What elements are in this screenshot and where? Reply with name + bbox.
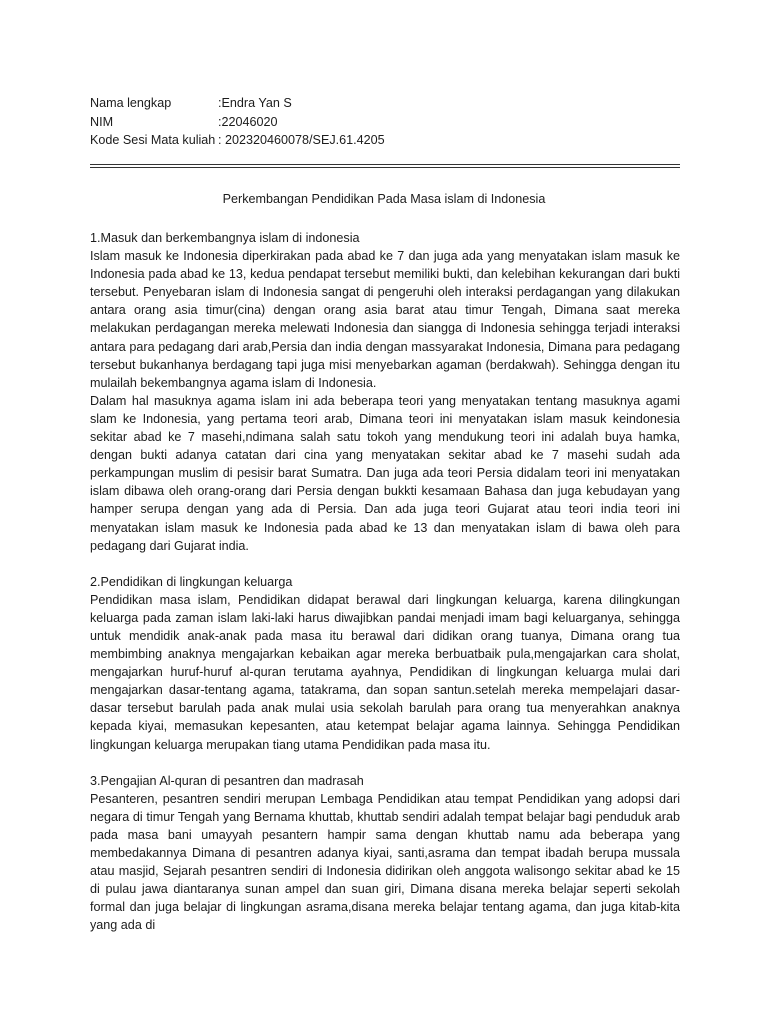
student-info [90,94,385,150]
name-row [90,94,385,113]
section-1-paragraph-1: Islam masuk ke Indonesia diperkirakan pada abad ke 7 dan juga ada yang menyatakan islam masuk ke Indonesia pada abad ke 13, kedua pendapat tersebut memiliki bukti, dan kelebihan kekurangan dari bukti tersebut. Penyebaran islam di Indonesia sangat di pengeruhi oleh interaksi perdagangan yang dilakukan antara orang asia timur(cina) dengan orang asia barat atau timur Tengah, Dimana saat mereka melakukan perdagangan mereka melewati Indonesia dan siangga di Indonesia sehingga terjadi interaksi antara para pedagang dari arab,Persia dan india dengan massyarakat Indonesia, Dimana para pedagang tersebut bukanhanya berdagang tapi juga misi menyebarkan agaman (berdakwah). Sehingga dengan itu mulailah bekembangnya agama islam di Indonesia. [90,249,680,390]
section-2-heading: 2.Pendidikan di lingkungan keluarga [90,574,293,589]
session-code-row [90,131,385,150]
nim-value: :22046020 [218,114,278,129]
section-1-heading: 1.Masuk dan berkembangnya islam di indonesia [90,231,360,245]
header-divider-top [90,164,680,165]
nim-label: NIM [90,114,114,129]
nim-row [90,113,385,132]
document-body [90,229,680,934]
session-code-value: : 202320460078/SEJ.61.4205 [218,133,385,147]
header-divider-bottom [90,167,680,168]
name-label: Nama lengkap [90,96,172,110]
section-3-paragraph-1: Pesanteren, pesantren sendiri merupan Lembaga Pendidikan atau tempat Pendidikan yang adopsi dari negara di timur Tengah yang Bernama khuttab, khuttab sendiri adalah tempat belajar bagi penduduk arab pada masa bani umayyah pesantern hampir sama dengan khuttab namu ada beberapa yang membedakannya Dimana di pesantren adanya kiyai, santi,asrama dan tempat ibadah berupa mussala atau masjid, Sejarah pesantren sendiri di Indonesia didirikan oleh anggota walisongo sekitar abad ke 15 di pulau jawa diantaranya sunan ampel dan suan giri, Dimana disana mereka belajar seperti sekolah formal dan juga belajar di lingkungan asrama,disana mereka belajar tentang agama, dan juga kitab-kita yang ada di [90,791,680,933]
section-1-paragraph-2: Dalam hal masuknya agama islam ini ada beberapa teori yang menyatakan tentang masuknya agami slam ke Indonesia, yang pertama teori arab, Dimana teori ini menyatakan islam masuk keindonesia sekitar abad ke 7 masehi,ndimana salah satu tokoh yang mendukung teori ini adalah buya hamka, dengan bukti adanya catatan dari cina yang menyatakan sekitar abad ke 7 masehi sudah ada perkampungan muslim di pesisir barat Sumatra. Dan juga ada teori Persia didalam teori ini menyatakan islam dibawa oleh orang-orang dari Persia dengan bukkti kesamaan Bahasa dan juga kebudayan yang hamper serupa dengan yang ada di Persia. Dan ada juga teori Gujarat atau teori india teori ini menyatakan islam masuk ke Indonesia pada abad ke 13 dan menyatakan islam di bawa oleh para pedagang dari Gujarat india. [90,393,680,553]
document-title: Perkembangan Pendidikan Pada Masa islam di Indonesia [222,192,546,206]
section-2-paragraph-1: Pendidikan masa islam, Pendidikan didapat berawal dari lingkungan keluarga, karena dilingkungan keluarga pada zaman islam laki-laki harus diwajibkan pandai menjadi imam bagi keluarganya, sehingga untuk mendidik anak-anak pada masa itu berawal dari didikan orang tuanya, Dimana orang tua membimbing anaknya mengajarkan kebaikan agar mereka berbuatbaik pula,mengajarkan cara sholat, mengajarkan huruf-huruf al-quran terutama ayahnya, Pendidikan di lingkungan keluarga mulai dari mengajarkan dasar-tentang agama, tatakrama, dan sopan santun.setelah mereka mempelajari dasar-dasar tersebut barulah pada anak mulai usia sekolah barulah para orang tua menyerahkan anaknya kepada kiyai, memasukan kepesanten, atau ketempat belajar agama lainnya. Sehingga Pendidikan lingkungan keluarga merupakan tiang utama Pendidikan pada masa itu. [90,592,680,752]
section-3-heading: 3.Pengajian Al-quran di pesantren dan madrasah [90,773,364,788]
session-code-label: Kode Sesi Mata kuliah [90,133,216,147]
name-value: :Endra Yan S [218,96,292,110]
